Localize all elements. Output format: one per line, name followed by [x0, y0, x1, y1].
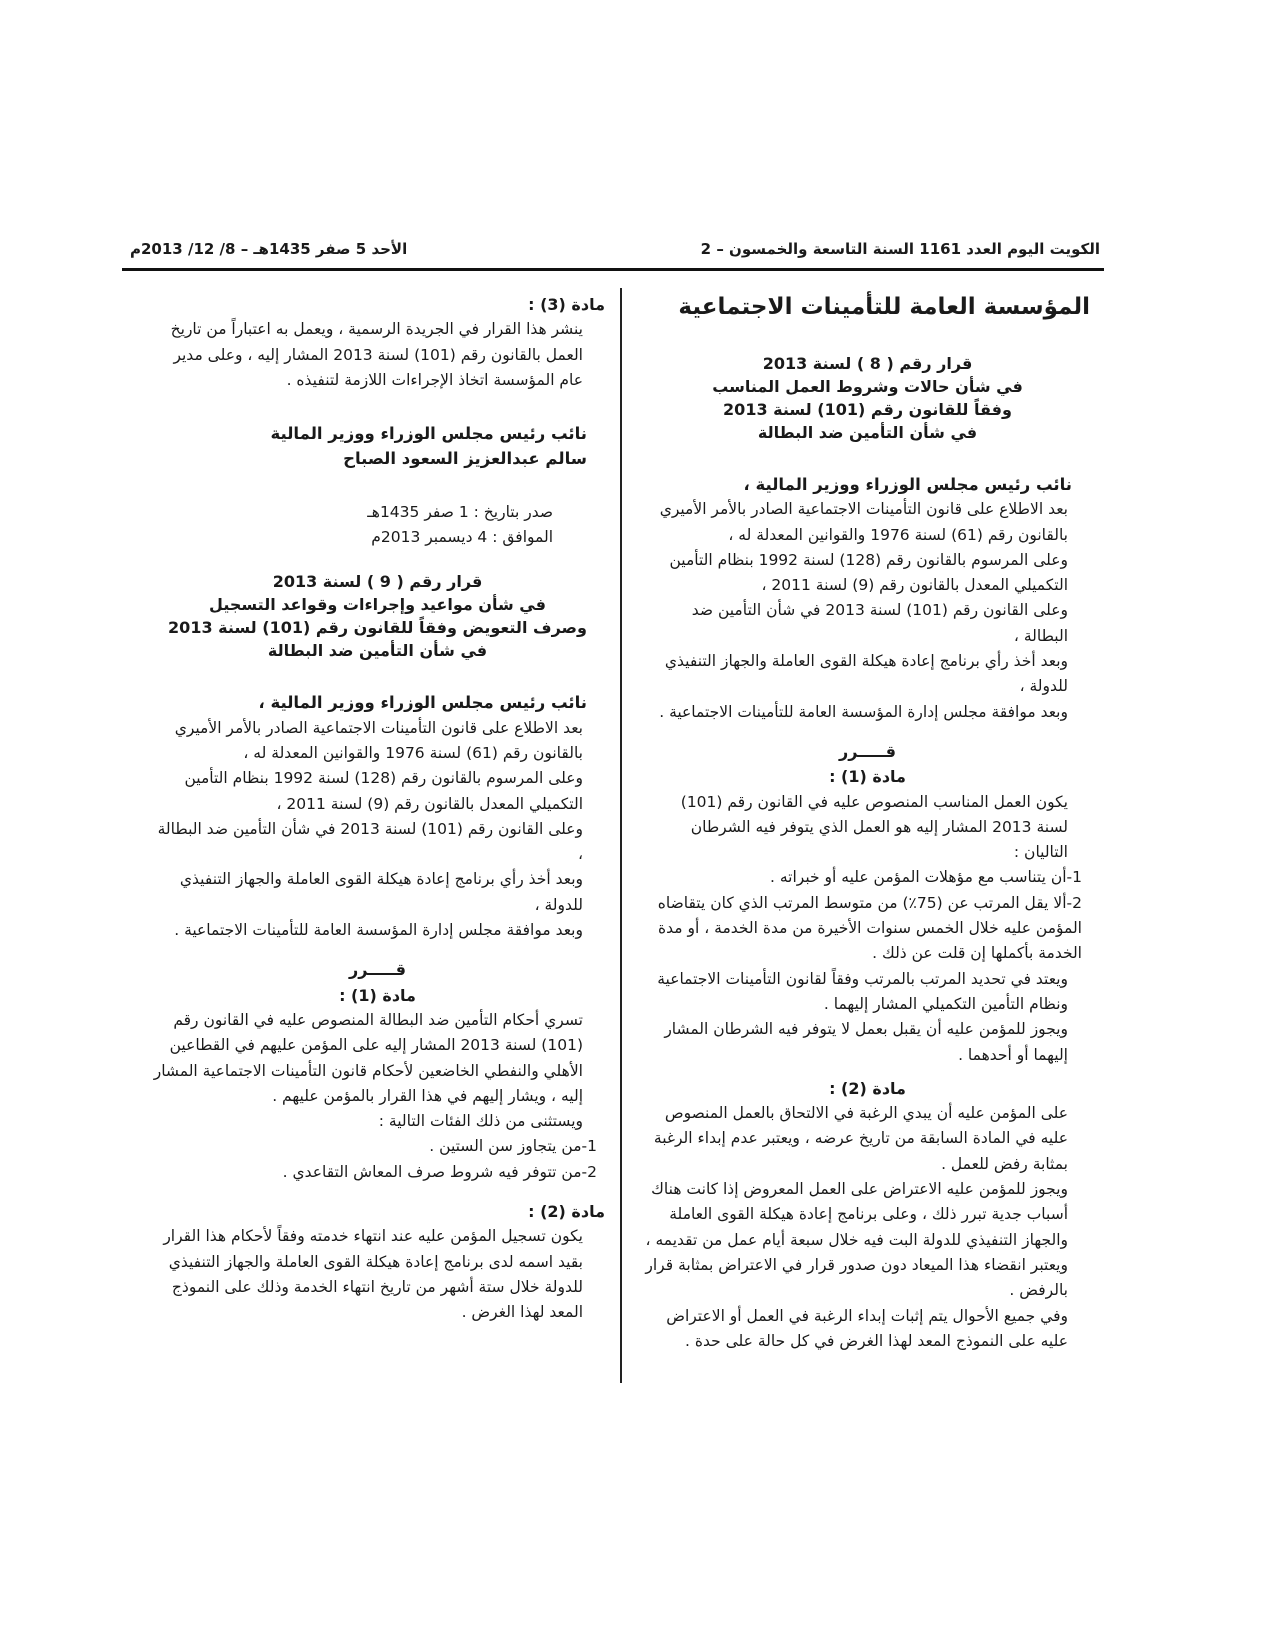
- preamble-paragraph: بعد الاطلاع على قانون التأمينات الاجتماعية الصادر بالأمر الأميري بالقانون رقم (61) لسنة 1976 والقوانين المعدلة له ،: [659, 500, 1068, 544]
- article-paragraph: ويجوز للمؤمن عليه الاعتراض على العمل المعروض إذا كانت هناك أسباب جدية تبرر ذلك ، وعلى برنامج إعادة هيكلة القوى العاملة والجهاز التنفيذي للدولة البت فيه خلال سبعة أيام عمل من تقديمه ، ويعتبر انقضاء هذا الميعاد دون صدور قرار في الاعتراض بمثابة قرار بالرفض .: [645, 1180, 1068, 1300]
- page-header: [130, 240, 1100, 262]
- article-item: 2-ألا يقل المرتب عن (75٪) من متوسط المرتب الذي كان يتقاضاه المؤمن عليه خلال الخمس سنوات الأخيرة من مدة الخدمة ، أو مدة الخدمة بأكملها إن قلت عن ذلك .: [657, 893, 1082, 963]
- preamble-paragraph: وعلى القانون رقم (101) لسنة 2013 في شأن التأمين ضد البطالة ،: [157, 819, 583, 864]
- decision-9-title-line: في شأن مواعيد وإجراءات وقواعد التسجيل: [209, 595, 546, 615]
- article-paragraph: ويعتد في تحديد المرتب بالمرتب وفقاً لقانون التأمينات الاجتماعية ونظام التأمين التكميلي المشار إليهما .: [657, 969, 1068, 1013]
- article-paragraph: يكون تسجيل المؤمن عليه عند انتهاء خدمته وفقاً لأحكام هذا القرار بقيد اسمه لدى برنامج إعادة هيكلة القوى العاملة والجهاز التنفيذي للدولة خلال ستة أشهر من تاريخ انتهاء الخدمة وذلك على النموذج المعد لهذا الغرض .: [163, 1227, 583, 1322]
- preamble-paragraph: وعلى القانون رقم (101) لسنة 2013 في شأن التأمين ضد البطالة ،: [691, 601, 1068, 645]
- article-paragraph: تسري أحكام التأمين ضد البطالة المنصوص عليه في القانون رقم (101) لسنة 2013 المشار إليه على المؤمن عليهم في القطاعين الأهلي والنفطي الخاضعين لأحكام قانون التأمينات الاجتماعية المشار إليه ، ويشار إليهم في هذا القرار بالمؤمن عليهم .: [153, 1010, 583, 1105]
- issue-date: صدر بتاريخ : 1 صفر 1435هـ: [367, 502, 553, 521]
- article-paragraph: وفي جميع الأحوال يتم إثبات إبداء الرغبة في العمل أو الاعتراض عليه على النموذج المعد لهذا الغرض في كل حالة على حدة .: [666, 1306, 1068, 1350]
- article-3-heading: مادة (3) :: [528, 295, 605, 314]
- decision-8-title-line: في شأن التأمين ضد البطالة: [757, 423, 978, 442]
- header-date: الأحد 5 صفر 1435هـ – 8/ 12/ 2013م: [130, 240, 408, 258]
- preamble-paragraph: وعلى المرسوم بالقانون رقم (128) لسنة 1992 بنظام التأمين التكميلي المعدل بالقانون رقم (9) لسنة 2011 ،: [184, 769, 583, 813]
- agency-title: المؤسسة العامة للتأمينات الاجتماعية: [678, 294, 1090, 320]
- article-item: 1-من يتجاوز سن الستين .: [429, 1137, 597, 1156]
- decision-8-title-line: وفقاً للقانون رقم (101) لسنة 2013: [723, 400, 1012, 419]
- preamble-paragraph: وبعد أخذ رأي برنامج إعادة هيكلة القوى العاملة والجهاز التنفيذي للدولة ،: [664, 652, 1068, 696]
- column-divider: [620, 288, 622, 1383]
- article-paragraph: ويجوز للمؤمن عليه أن يقبل بعمل لا يتوفر فيه الشرطان المشار إليهما أو أحدهما .: [664, 1020, 1068, 1064]
- header-issue-info: الكويت اليوم العدد 1161 السنة التاسعة والخمسون – 2: [700, 240, 1100, 258]
- article-2-heading: مادة (2) :: [528, 1202, 605, 1222]
- article-1-heading: مادة (1) :: [829, 767, 906, 787]
- decision-9-title-line: قرار رقم ( 9 ) لسنة 2013: [272, 572, 483, 592]
- signatory-name: سالم عبدالعزيز السعود الصباح: [343, 449, 587, 469]
- article-paragraph: ويستثنى من ذلك الفئات التالية :: [378, 1112, 583, 1131]
- signatory-title: نائب رئيس مجلس الوزراء ووزير المالية: [270, 424, 587, 444]
- decision-8-title-line: قرار رقم ( 8 ) لسنة 2013: [762, 354, 973, 373]
- article-paragraph: يكون العمل المناسب المنصوص عليه في القانون رقم (101) لسنة 2013 المشار إليه هو العمل الذي يتوفر فيه الشرطان التاليان :: [680, 792, 1068, 862]
- left-column: [150, 292, 605, 1326]
- preamble-paragraph: وبعد موافقة مجلس إدارة المؤسسة العامة للتأمينات الاجتماعية .: [659, 702, 1068, 721]
- right-column: [645, 292, 1090, 1354]
- preamble-paragraph: وبعد موافقة مجلس إدارة المؤسسة العامة للتأمينات الاجتماعية .: [174, 921, 583, 940]
- decision-8-title-line: في شأن حالات وشروط العمل المناسب: [712, 377, 1023, 396]
- preamble-paragraph: وعلى المرسوم بالقانون رقم (128) لسنة 1992 بنظام التأمين التكميلي المعدل بالقانون رقم (9) لسنة 2011 ،: [669, 550, 1068, 595]
- corresponding-date: الموافق : 4 ديسمبر 2013م: [371, 528, 553, 547]
- decision-9-title-line: وصرف التعويض وفقاً للقانون رقم (101) لسنة 2013: [168, 618, 587, 638]
- decision-9-issuer: نائب رئيس مجلس الوزراء ووزير المالية ،: [258, 693, 587, 713]
- article-paragraph: ينشر هذا القرار في الجريدة الرسمية ، ويعمل به اعتباراً من تاريخ العمل بالقانون رقم (101) لسنة 2013 المشار إليه ، وعلى مدير عام المؤسسة اتخاذ الإجراءات اللازمة لتنفيذه .: [170, 320, 583, 389]
- decided-heading: قـــــرر: [349, 960, 406, 980]
- article-paragraph: على المؤمن عليه أن يبدي الرغبة في الالتحاق بالعمل المنصوص عليه في المادة السابقة من تاريخ عرضه ، ويعتبر عدم إبداء الرغبة بمثابة رفض للعمل .: [653, 1104, 1068, 1173]
- preamble-paragraph: بعد الاطلاع على قانون التأمينات الاجتماعية الصادر بالأمر الأميري بالقانون رقم (61) لسنة 1976 والقوانين المعدلة له ،: [174, 718, 583, 762]
- preamble-paragraph: وبعد أخذ رأي برنامج إعادة هيكلة القوى العاملة والجهاز التنفيذي للدولة ،: [179, 870, 583, 914]
- article-1-heading: مادة (1) :: [339, 985, 416, 1005]
- article-item: 1-أن يتناسب مع مؤهلات المؤمن عليه أو خبراته .: [770, 868, 1082, 887]
- header-rule: [122, 268, 1104, 271]
- article-2-heading: مادة (2) :: [829, 1078, 906, 1098]
- decision-8-issuer: نائب رئيس مجلس الوزراء ووزير المالية ،: [743, 475, 1072, 494]
- decided-heading: قـــــرر: [839, 741, 896, 761]
- article-item: 2-من تتوفر فيه شروط صرف المعاش التقاعدي .: [282, 1162, 597, 1181]
- decision-9-title-line: في شأن التأمين ضد البطالة: [267, 641, 488, 661]
